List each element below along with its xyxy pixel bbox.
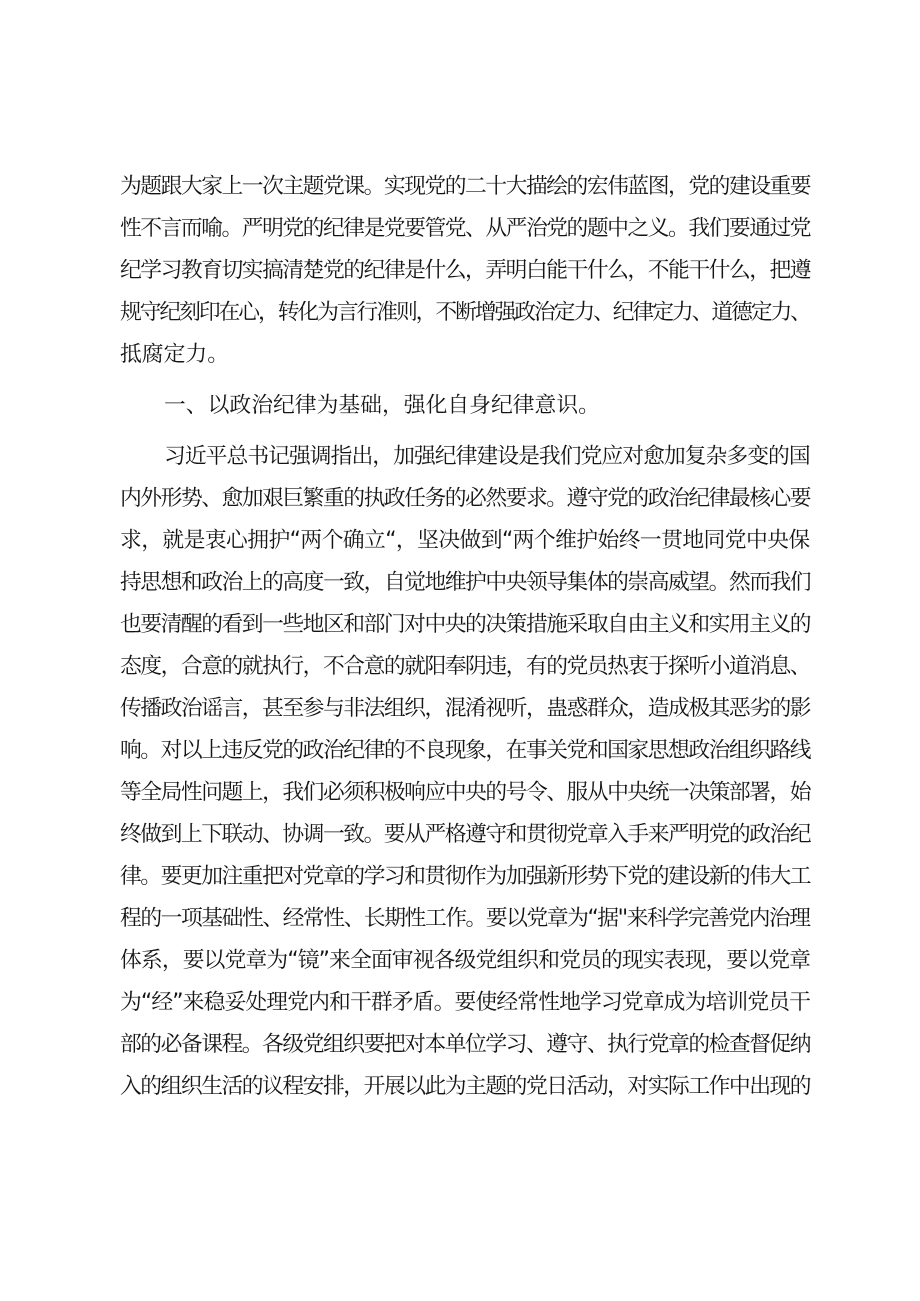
text-line: 内外形势、愈加艰巨繁重的执政任务的必然要求。遵守党的政治纪律最核心要 [120, 486, 811, 511]
text-line: 程的一项基础性、经常性、长期性工作。要以党章为“据''来科学完善党内治理 [120, 906, 810, 931]
text-line: 传播政治谣言，甚至参与非法组织，混淆视听，蛊惑群众，造成极其恶劣的影 [120, 696, 811, 721]
text-line: 体系，要以党章为“镜”来全面审视各级党组织和党员的现实表现，要以党章 [120, 948, 811, 973]
heading-line: 一、以政治纪律为基础，强化自身纪律意识。 [164, 393, 600, 418]
text-line: 响。对以上违反党的政治纪律的不良现象，在事关党和国家思想政治组织路线 [120, 738, 811, 763]
text-line: 求，就是衷心拥护“两个确立“，坚决做到“两个维护始终一贯地同党中央保 [120, 528, 810, 553]
text-line: 入的组织生活的议程安排，开展以此为主题的党日活动，对实际工作中出现的 [120, 1074, 811, 1099]
text-line: 态度，合意的就执行，不合意的就阳奉阴违，有的党员热衷于探听小道消息、 [120, 654, 811, 679]
text-line: 等全局性问题上，我们必须积极响应中央的号令、服从中央统一决策部署，始 [120, 780, 811, 805]
text-line: 为“经”来稳妥处理党内和干群矛盾。要使经常性地学习党章成为培训党员干 [120, 990, 811, 1015]
text-line: 纪学习教育切实搞清楚党的纪律是什么，弄明白能干什么，不能干什么，把遵 [120, 258, 811, 283]
text-line: 终做到上下联动、协调一致。要从严格遵守和贯彻党章入手来严明党的政治纪 [120, 822, 811, 847]
text-line: 为题跟大家上一次主题党课。实现党的二十大描绘的宏伟蓝图，党的建设重要 [120, 174, 811, 199]
text-line: 抵腐定力。 [120, 342, 229, 367]
text-line: 性不言而喻。严明党的纪律是党要管党、从严治党的题中之义。我们要通过党 [120, 216, 811, 241]
text-line: 也要清醒的看到一些地区和部门对中央的决策措施采取自由主义和实用主义的 [120, 612, 811, 637]
text-line: 习近平总书记强调指出，加强纪律建设是我们党应对愈加复杂多变的国 [164, 444, 810, 469]
text-line: 规守纪刻印在心，转化为言行准则，不断增强政治定力、纪律定力、道德定力、 [120, 300, 810, 325]
text-line: 律。要更加注重把对党章的学习和贯彻作为加强新形势下党的建设新的伟大工 [120, 864, 811, 889]
text-line: 持思想和政治上的高度一致，自觉地维护中央领导集体的崇高威望。然而我们 [120, 570, 811, 595]
text-line: 部的必备课程。各级党组织要把对本单位学习、遵守、执行党章的检查督促纳 [120, 1032, 811, 1057]
